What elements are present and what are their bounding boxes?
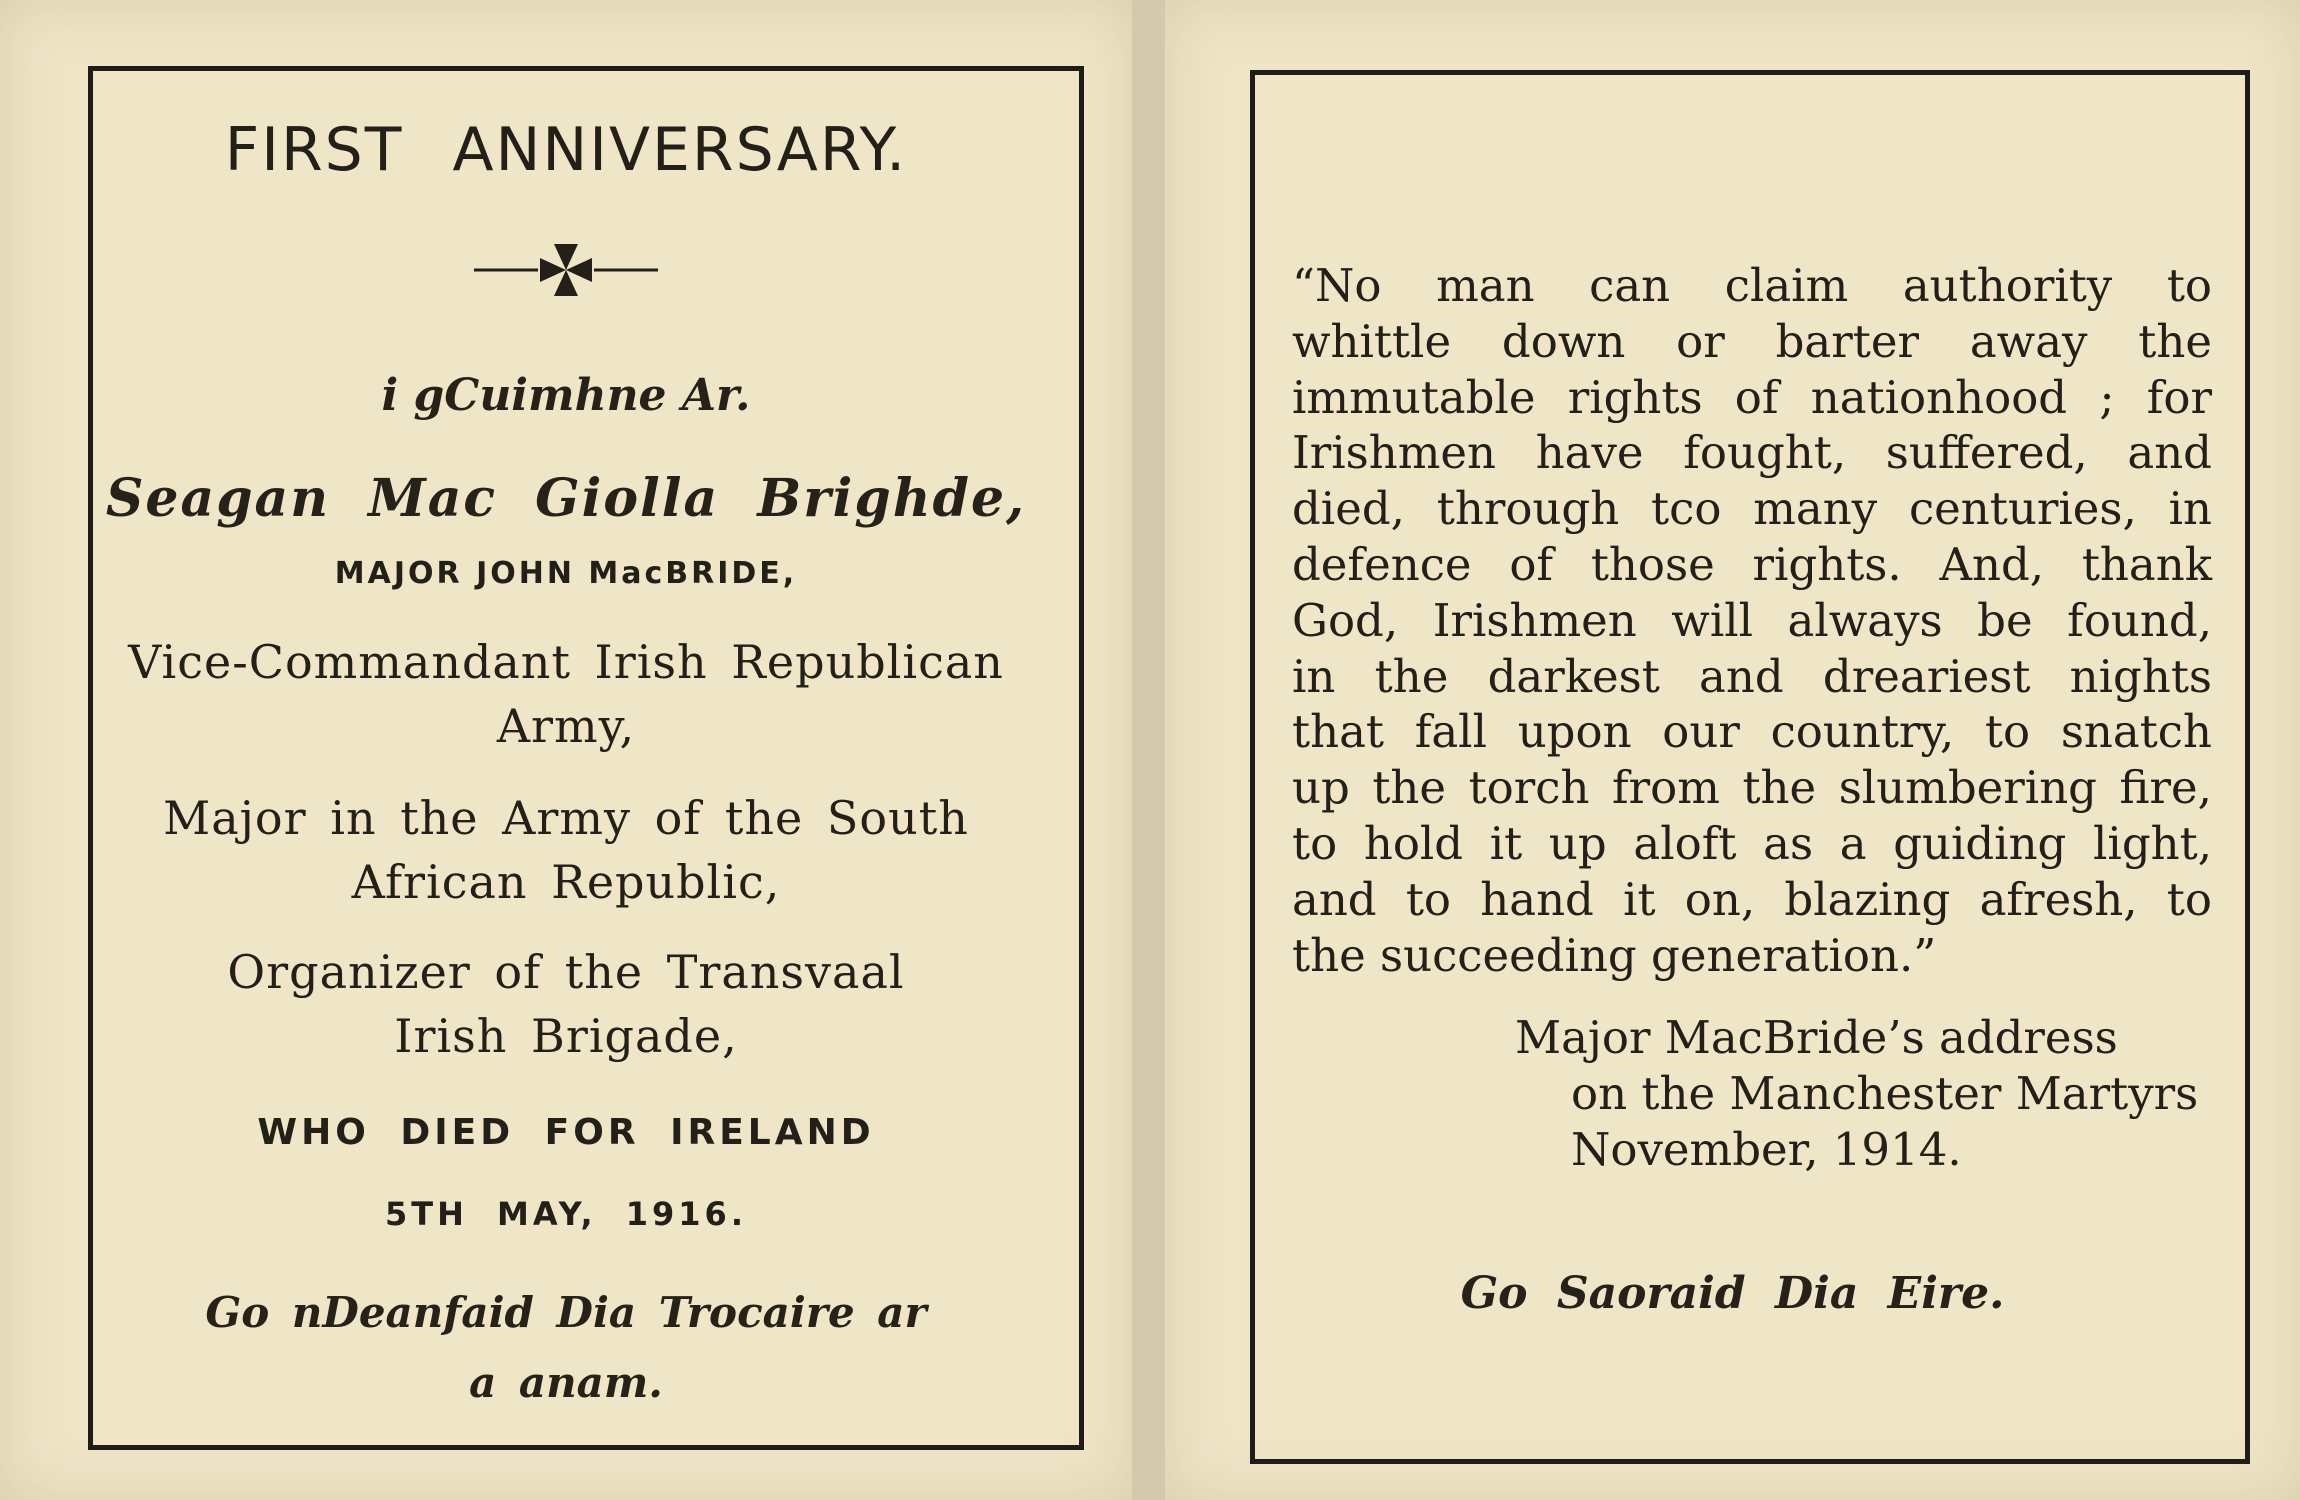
- prayer-line: a anam.: [469, 1358, 663, 1407]
- prayer-text: [0, 1278, 1132, 1418]
- died-for-ireland: WHO DIED FOR IRELAND: [257, 1112, 875, 1153]
- quote-line: died, through tco many centuries, in: [1292, 482, 2212, 536]
- role-line: Major in the Army of the South: [163, 791, 969, 845]
- right-card-panel: [1165, 0, 2300, 1500]
- maltese-cross-icon: [0, 240, 1132, 300]
- quote-line: Irishmen have fought, suffered, and: [1292, 426, 2212, 480]
- role-line: Organizer of the Transvaal: [227, 945, 905, 999]
- death-date: 5TH MAY, 1916.: [385, 1195, 747, 1233]
- role-vice-commandant: [0, 630, 1132, 758]
- role-line: Army,: [496, 699, 636, 753]
- quote-line: the succeeding generation.”: [1292, 928, 1937, 982]
- role-line: African Republic,: [351, 855, 781, 909]
- quote-line: “No man can claim authority to: [1292, 259, 2212, 312]
- quote-line: God, Irishmen will always be found,: [1292, 593, 2212, 647]
- left-card-panel: [0, 0, 1132, 1500]
- quote-line: whittle down or barter away the: [1292, 314, 2212, 368]
- macbride-quote: [1292, 258, 2212, 983]
- quote-line: and to hand it on, blazing afresh, to: [1292, 872, 2212, 926]
- quote-line: immutable rights of nationhood ; for: [1292, 370, 2212, 424]
- irish-name: Seagan Mac Giolla Brighde,: [105, 468, 1027, 529]
- quote-line: that fall upon our country, to snatch: [1292, 705, 2212, 759]
- blessing-text: Go Saoraid Dia Eire.: [1460, 1268, 2005, 1319]
- card-title: FIRST ANNIVERSARY.: [224, 115, 908, 185]
- role-major-sar: [0, 786, 1132, 914]
- quote-line: to hold it up aloft as a guiding light,: [1292, 816, 2212, 870]
- role-line: Irish Brigade,: [394, 1009, 738, 1063]
- quote-line: in the darkest and dreariest nights: [1292, 649, 2212, 703]
- in-memory-heading: i gCuimhne Ar.: [381, 370, 751, 421]
- attribution-line: November, 1914.: [1571, 1123, 1962, 1176]
- english-name: MAJOR JOHN MacBRIDE,: [334, 556, 798, 591]
- quote-line: up the torch from the slumbering fire,: [1292, 761, 2212, 815]
- role-organizer: [0, 940, 1132, 1068]
- prayer-line: Go nDeanfaid Dia Trocaire ar: [205, 1288, 927, 1337]
- attribution-line: Major MacBride’s address: [1515, 1011, 2118, 1064]
- quote-line: defence of those rights. And, thank: [1292, 537, 2212, 591]
- attribution-line: on the Manchester Martyrs: [1571, 1067, 2199, 1120]
- quote-attribution: [1515, 1010, 2215, 1178]
- role-line: Vice-Commandant Irish Republican: [128, 635, 1004, 689]
